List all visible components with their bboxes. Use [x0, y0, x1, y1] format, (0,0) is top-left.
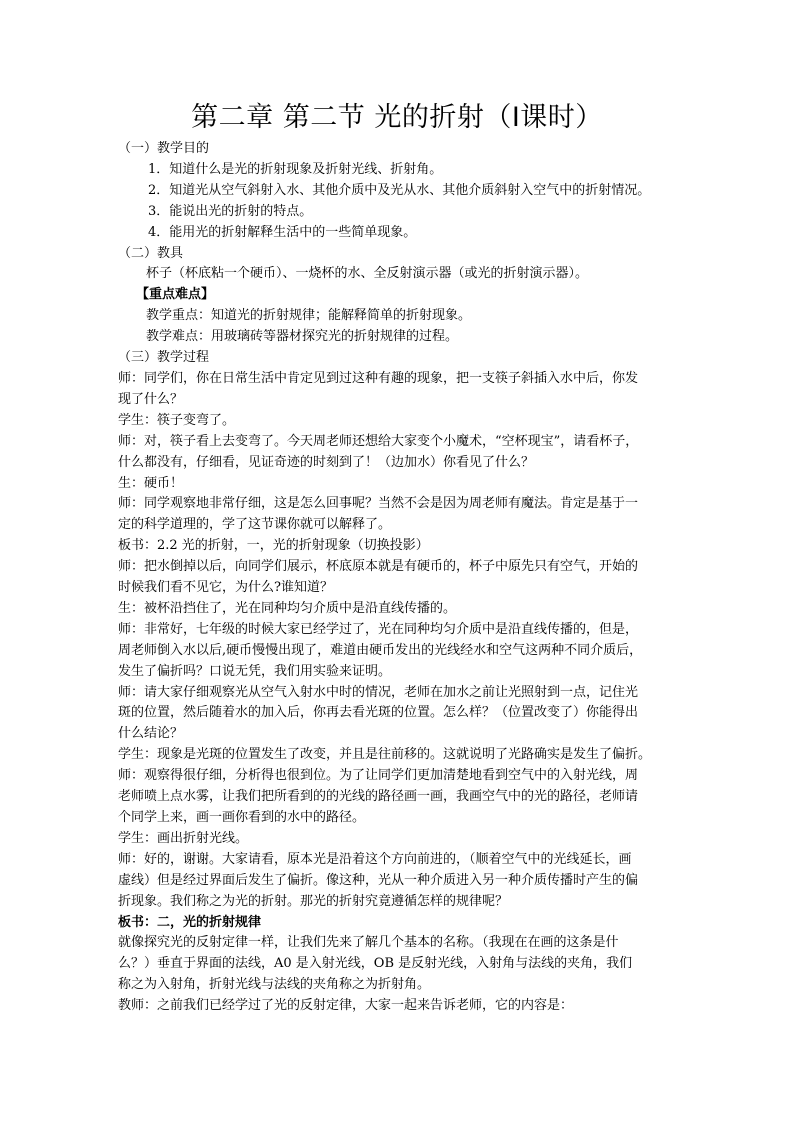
paragraph-line: 师：好的，谢谢。大家请看，原本光是沿着这个方向前进的，（顺着空气中的光线延长，画	[118, 851, 632, 867]
page-title: 第二章 第二节 光的折射（Ⅰ课时）	[191, 102, 603, 133]
paragraph-line: 师：把水倒掉以后，向同学们展示，杯底原本就是有硬币的，杯子中原先只有空气，开始的	[118, 559, 639, 575]
paragraph-line: 生：被杯沿挡住了，光在同种均匀介质中是沿直线传播的。	[118, 600, 457, 616]
paragraph-line: 师：请大家仔细观察光从空气入射水中时的情况，老师在加水之前让光照射到一点，记住光	[118, 684, 639, 700]
paragraph-line: 个同学上来，画一画你看到的水中的路径。	[118, 810, 366, 825]
board-heading: 板书：二，光的折射规律	[118, 914, 262, 930]
objective-item: 3．能说出光的折射的特点。	[148, 203, 313, 219]
paragraph-line: 老师喷上点水雾，让我们把所看到的的光线的路径画一画，我画空气中的光的路径，老师请	[118, 789, 639, 805]
objective-item: 1．知道什么是光的折射现象及折射光线、折射角。	[148, 161, 443, 177]
paragraph-line: 学生：筷子变弯了。	[118, 412, 236, 428]
paragraph-line: 学生：现象是光斑的位置发生了改变，并且是往前移的。这就说明了光路确实是发生了偏折。	[118, 747, 652, 763]
paragraph-line: 杯子（杯底粘一个硬币）、一烧杯的水、全反射演示器（或光的折射演示器）。	[146, 266, 589, 282]
subheading: 【重点难点】	[136, 287, 215, 303]
objective-item: 2．知道光从空气斜射入水、其他介质中及光从水、其他介质斜射入空气中的折射情况。	[148, 182, 651, 198]
objective-item: 4．能用光的折射解释生活中的一些简单现象。	[148, 224, 417, 240]
paragraph-line: 什么结论？	[118, 726, 184, 742]
paragraph-line: 师：非常好，七年级的时候大家已经学过了，光在同种均匀介质中是沿直线传播的，但是，	[118, 621, 639, 637]
paragraph-line: 么？）垂直于界面的法线，A0 是入射光线，OB 是反射光线，入射角与法线的夹角，我们	[118, 956, 633, 972]
paragraph-line: 生：硬币！	[118, 475, 184, 491]
paragraph-line: 师：观察得很仔细，分析得也很到位。为了让同学们更加清楚地看到空气中的入射光线，周	[118, 768, 639, 784]
paragraph-line: 学生：画出折射光线。	[118, 830, 249, 846]
paragraph-line: 什么都没有，仔细看，见证奇迹的时刻到了！（边加水）你看见了什么？	[118, 454, 535, 470]
paragraph-line: 现了什么？	[118, 391, 184, 407]
paragraph-line: 称之为入射角，折射光线与法线的夹角称之为折射角。	[118, 977, 431, 993]
paragraph-line: 师：对，筷子看上去变弯了。今天周老师还想给大家变个小魔术，“空杯现宝”，请看杯子，	[118, 433, 639, 449]
paragraph-line: 师：同学观察地非常仔细，这是怎么回事呢？当然不会是因为周老师有魔法。肯定是基于一	[118, 496, 639, 512]
paragraph-line: 板书：2.2 光的折射，一，光的折射现象（切换投影）	[118, 538, 429, 554]
paragraph-line: 发生了偏折吗？口说无凭，我们用实验来证明。	[118, 663, 392, 679]
section-heading: （三）教学过程	[118, 350, 210, 366]
paragraph-line: 教师：之前我们已经学过了光的反射定律，大家一起来告诉老师，它的内容是：	[118, 998, 574, 1014]
paragraph-line: 虚线）但是经过界面后发生了偏折。像这种，光从一种介质进入另一种介质传播时产生的偏	[118, 872, 639, 888]
paragraph-line: 教学重点：知道光的折射规律；能解释简单的折射现象。	[146, 308, 472, 324]
section-heading: （二）教具	[118, 245, 184, 261]
paragraph-line: 定的科学道理的，学了这节课你就可以解释了。	[118, 517, 392, 533]
paragraph-line: 周老师倒入水以后,硬币慢慢出现了，难道由硬币发出的光线经水和空气这两种不同介质后，	[118, 642, 643, 658]
section-heading: （一）教学目的	[118, 141, 210, 156]
document-body	[118, 139, 702, 1017]
paragraph-line: 就像探究光的反射定律一样，让我们先来了解几个基本的名称。（我现在在画的这条是什	[118, 935, 619, 951]
paragraph-line: 斑的位置，然后随着水的加入后，你再去看光斑的位置。怎么样？（位置改变了）你能得出	[118, 705, 639, 721]
paragraph-line: 折现象。我们称之为光的折射。那光的折射究竟遵循怎样的规律呢？	[118, 893, 509, 909]
paragraph-line: 时候我们看不见它，为什么?谁知道？	[118, 580, 333, 596]
paragraph-line: 师：同学们，你在日常生活中肯定见到过这种有趣的现象，把一支筷子斜插入水中后，你发	[118, 370, 639, 386]
paragraph-line: 教学难点：用玻璃砖等器材探究光的折射规律的过程。	[146, 329, 459, 345]
